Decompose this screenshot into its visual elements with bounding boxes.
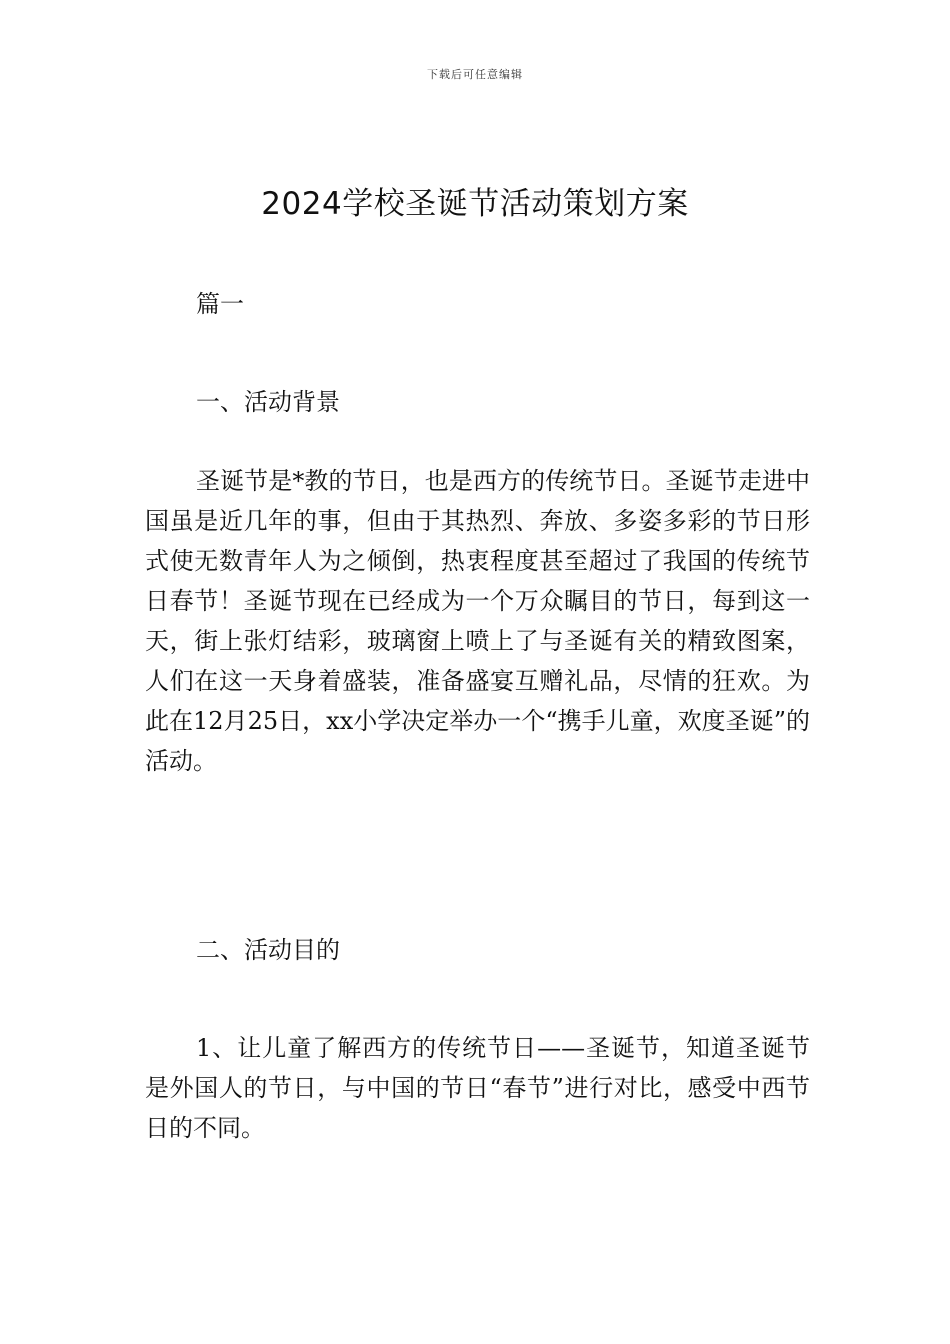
paragraph-background: 圣诞节是*教的节日，也是西方的传统节日。圣诞节走进中国虽是近几年的事，但由于其热烈、奔放、多姿多彩的节日形式使无数青年人为之倾倒，热衷程度甚至超过了我国的传统节日春节！圣诞节现在已经成为一个万众瞩目的节日，每到这一天，街上张灯结彩，玻璃窗上喷上了与圣诞有关的精致图案，人们在这一天身着盛装，准备盛宴互赠礼品，尽情的狂欢。为此在12月25日，xx小学决定举办一个“携手儿童，欢度圣诞”的活动。: [145, 467, 810, 775]
document-title: 2024学校圣诞节活动策划方案: [261, 186, 689, 222]
part-label: 篇一: [196, 290, 244, 318]
header-note: 下载后可任意编辑: [427, 68, 523, 81]
paragraph-purpose: 1、让儿童了解西方的传统节日——圣诞节，知道圣诞节是外国人的节日，与中国的节日“春节”进行对比，感受中西节日的不同。: [145, 1034, 810, 1142]
section-heading-background: 一、活动背景: [196, 388, 340, 416]
section-heading-purpose: 二、活动目的: [196, 936, 340, 964]
